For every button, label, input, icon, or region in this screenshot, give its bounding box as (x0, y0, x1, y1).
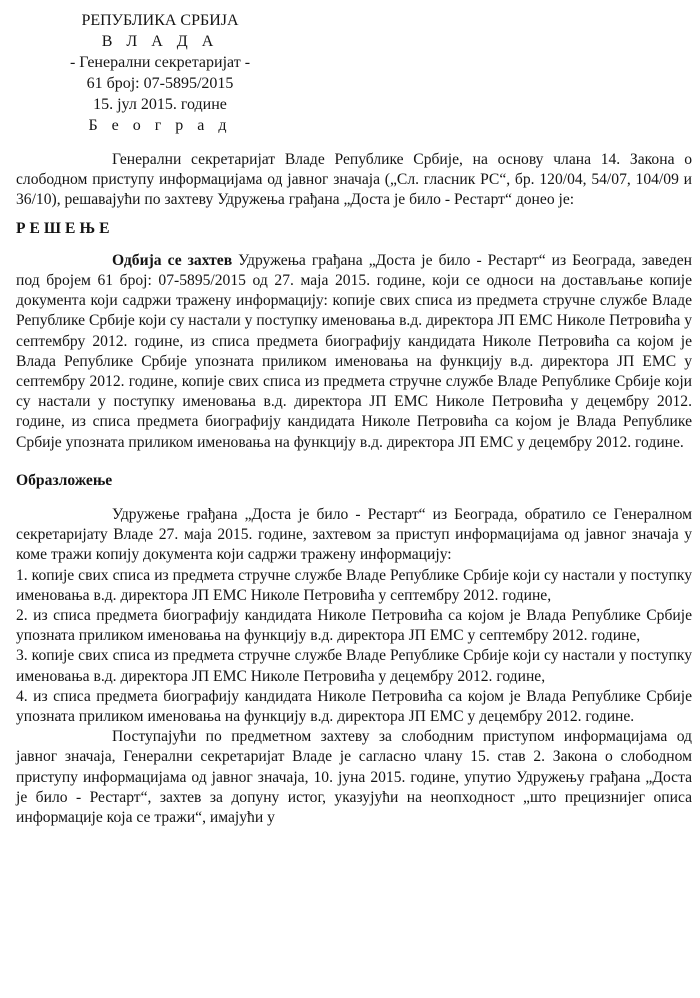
document-date: 15. јул 2015. године (93, 96, 227, 113)
department-name: - Генерални секретаријат - (69, 54, 251, 71)
reference-number: 61 број: 07-5895/2015 (86, 75, 234, 92)
intro-paragraph: Генерални секретаријат Владе Републике Србије, на основу члана 14. Закона о слободном приступу информацијама од јавног значаја („Сл. гласник РС“, бр. 120/04, 54/07, 104/09 и 36/10), решавајући по захтеву Удружења грађана „Доста је било - Рестарт“ донео је: (16, 151, 692, 209)
decision-text: Удружења грађана „Доста је било - Рестарт“ из Београда, заведен под бројем 61 број: 07-5895/2015 од 27. маја 2015. године, који се односи на достављање копије документа који садржи тражену информацију: копије свих списа из предмета стручне службе Владе Републике Србије који су настали у поступку именовања в.д. директора ЈП ЕМС Николе Петровића у септембру 2012. године, из списа предмета биографију кандидата Николе Петровића са којом је Влада Републике Србије упозната приликом именовања на функцију в.д. директора ЈП ЕМС у септембру 2012. године, копије свих списа из предмета стручне службе Владе Републике Србије који су настали у поступку именовања в.д. директора ЈП ЕМС Николе Петровића у децембру 2012. године, из списа предмета биографију кандидата Николе Петровића са којом је Влада Републике Србије упозната приликом именовања на функцију в.д. директора ЈП ЕМС у децембру 2012. године. (16, 251, 692, 451)
request-item: 1. копије свих списа из предмета стручне службе Владе Републике Србије који су настали у поступку именовања в.д. директора ЈП ЕМС Николе Петровића у септембру 2012. године, (16, 566, 692, 604)
city-name: Б е о г р а д (88, 117, 232, 134)
decision-lead: Одбија се захтев (112, 251, 233, 269)
document-body (16, 150, 692, 828)
reasoning-title: Образложење (16, 471, 113, 489)
reasoning-intro: Удружење грађана „Доста је било - Рестарт“ из Београда, обратило се Генералном секретаријату Владе 27. маја 2015. године, захтевом за приступ информацијама од јавног значаја у коме тражи копију документа који садржи тражену информацију: (16, 506, 692, 564)
decision-paragraph (16, 251, 692, 453)
decision-title: РЕШЕЊЕ (16, 219, 114, 237)
request-item: 3. копије свих списа из предмета стручне службе Владе Републике Србије који су настали у поступку именовања в.д. директора ЈП ЕМС Николе Петровића у децембру 2012. године, (16, 647, 692, 685)
request-item: 2. из списа предмета биографију кандидата Николе Петровића са којом је Влада Републике Србије упозната приликом именовања на функцију в.д. директора ЈП ЕМС у септембру 2012. године, (16, 607, 692, 645)
country-name: РЕПУБЛИКА СРБИЈА (81, 12, 239, 29)
closing-paragraph: Поступајући по предметном захтеву за слободним приступом информацијама од јавног значаја, Генерални секретаријат Владе је сагласно члану 15. став 2. Закона о слободном приступу информацијама од јавног значаја, 10. јуна 2015. године, упутио Удружењу грађана „Доста је било - Рестарт“, захтев за допуну истог, указујући на неопходност „што прецизнијег описа информације која се тражи“, имајући у (16, 728, 692, 827)
letterhead (50, 10, 270, 136)
government-name: В Л А Д А (101, 33, 219, 50)
request-item: 4. из списа предмета биографију кандидата Николе Петровића са којом је Влада Републике Србије упозната приликом именовања на функцију в.д. директора ЈП ЕМС у децембру 2012. године. (16, 687, 692, 726)
